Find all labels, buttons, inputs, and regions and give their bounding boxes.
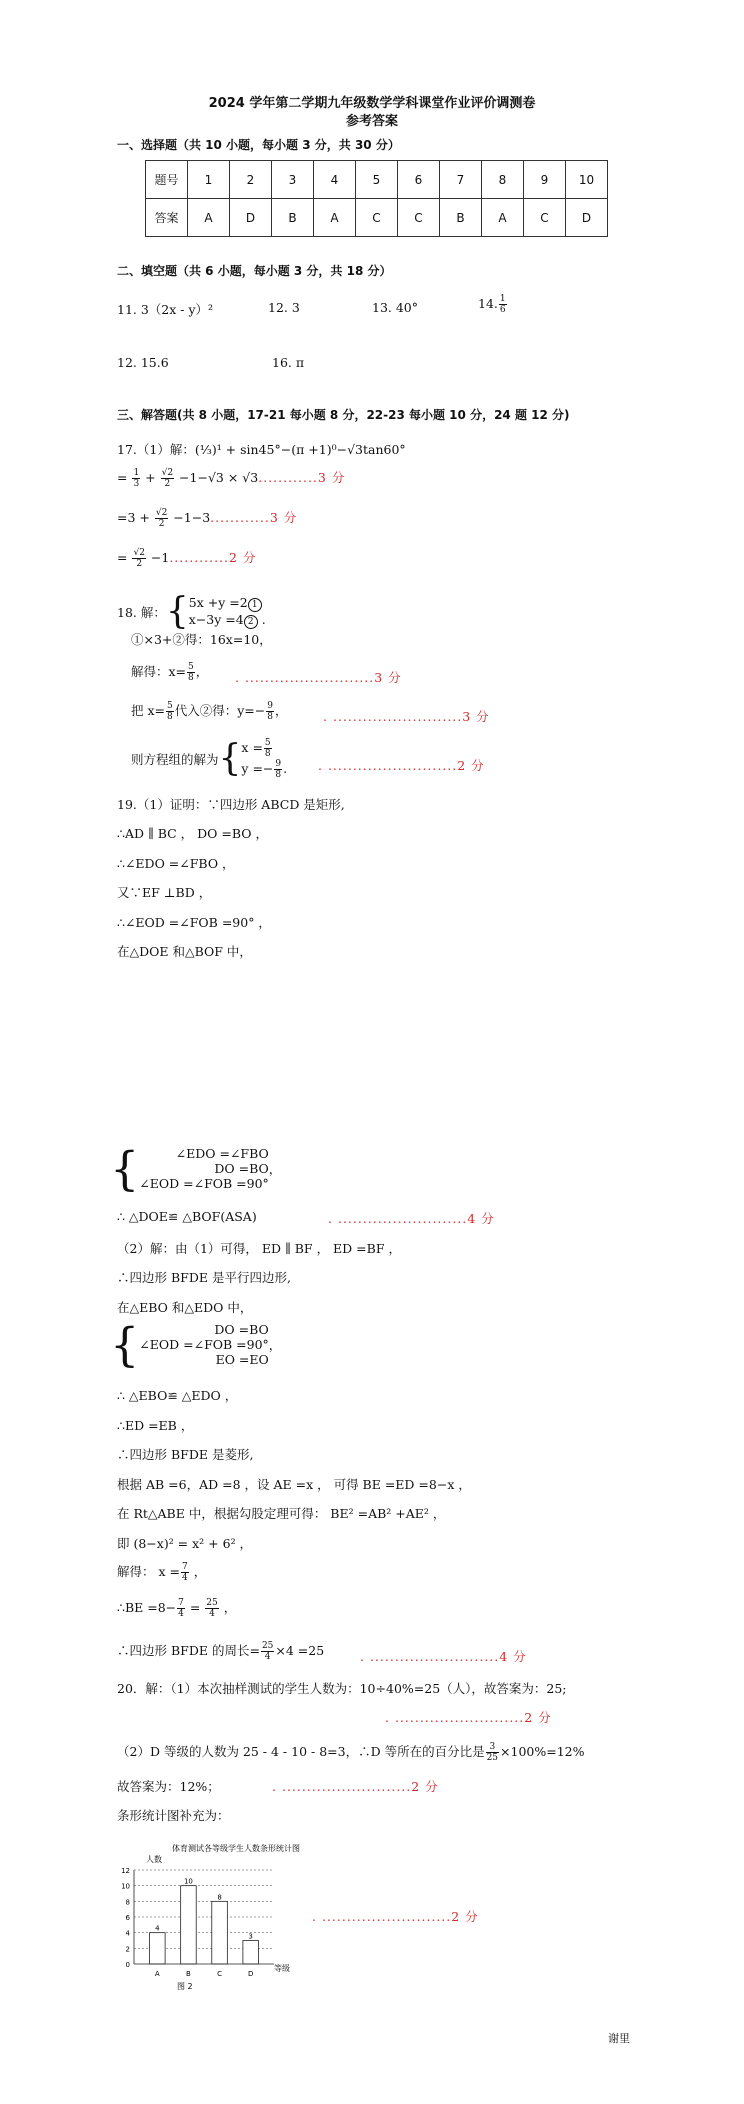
fill-answer-16: 16. π — [272, 355, 305, 370]
brace-symbol: { — [165, 591, 189, 632]
bar-B — [181, 1886, 197, 1964]
table-cell: 2 — [230, 161, 272, 199]
q19-line-1: 19.（1）证明：∵四边形 ABCD 是矩形, — [117, 797, 345, 812]
q19-part2-line-1: （2）解：由（1）可得， ED ∥ BF ， ED =BF ， — [117, 1241, 401, 1256]
table-header-cell: 题号 — [146, 161, 188, 199]
text: ， — [195, 664, 209, 679]
denominator: 4 — [178, 1609, 184, 1619]
table-cell: 9 — [524, 161, 566, 199]
section-choice-heading: 一、选择题（共 10 小题，每小题 3 分，共 30 分） — [117, 138, 400, 152]
denominator: 4 — [181, 1573, 188, 1583]
q18-line-3 — [131, 662, 208, 683]
text: ×100%=12% — [500, 1744, 585, 1759]
text: + — [141, 470, 160, 485]
denominator: 3 — [133, 479, 140, 489]
table-header-cell: 答案 — [146, 199, 188, 237]
text: = — [185, 1600, 205, 1615]
brace-symbol: { — [218, 738, 242, 779]
table-row — [146, 161, 608, 199]
q18-system — [117, 591, 266, 632]
q19-part2-line-12 — [117, 1641, 324, 1662]
text: 解得：x= — [131, 664, 187, 679]
q17-line-2 — [117, 468, 345, 489]
numerator: √2 — [161, 468, 174, 478]
bar-value-label: 4 — [155, 1924, 160, 1933]
table-cell: D — [230, 199, 272, 237]
fraction — [187, 662, 195, 683]
y-tick-label: 8 — [125, 1898, 130, 1907]
text: 代入②得：y=− — [174, 703, 266, 718]
score-mark: ............3 分 — [210, 510, 298, 525]
numerator: √2 — [133, 548, 145, 558]
table-cell: 4 — [314, 161, 356, 199]
numerator: 9 — [267, 701, 273, 711]
denominator: 6 — [499, 305, 506, 315]
q18-score-3: . ..........................2 分 — [318, 758, 485, 773]
q20-score-3: . ..........................2 分 — [312, 1909, 479, 1924]
q19-congruence-system-1 — [110, 1141, 282, 1196]
y-axis-label: 人数 — [146, 1855, 162, 1864]
score-mark: ............2 分 — [169, 550, 257, 565]
text: 把 x= — [131, 703, 165, 718]
bar-value-label: 3 — [248, 1932, 253, 1941]
text: −1−3 — [169, 510, 211, 525]
table-cell: D — [566, 199, 608, 237]
q19-part2-line-8: 在 Rt△ABE 中，根据勾股定理可得： BE² =AB² +AE² ， — [117, 1506, 446, 1521]
q19-part2-line-3: 在△EBO 和△EDO 中， — [117, 1300, 253, 1315]
equation-stack — [189, 595, 266, 629]
denominator: 8 — [167, 712, 173, 722]
text: ， — [189, 1564, 207, 1579]
chart-caption: 图 2 — [177, 1982, 193, 1991]
q19-line-2: ∴AD ∥ BC ， DO =BO ， — [117, 826, 269, 841]
circled-number: 1 — [248, 598, 262, 612]
q19-part2-line-10 — [117, 1562, 206, 1583]
bar-D — [243, 1941, 259, 1965]
circled-number: 2 — [244, 615, 258, 629]
numerator: 1 — [499, 294, 506, 304]
fill-answer-14 — [478, 294, 508, 315]
condition: DO =BO — [214, 1161, 269, 1176]
fill-answer-13: 13. 40° — [372, 300, 419, 315]
page-footer: 谢里 — [608, 2032, 630, 2045]
denominator: 8 — [264, 749, 271, 759]
score-mark: ............3 分 — [258, 470, 346, 485]
table-cell: C — [524, 199, 566, 237]
table-cell: A — [314, 199, 356, 237]
table-cell: B — [272, 199, 314, 237]
q17-line-4 — [117, 548, 256, 569]
text: = — [117, 550, 132, 565]
q19-part2-line-11 — [117, 1598, 236, 1619]
section-solve-heading: 三、解答题(共 8 小题，17-21 每小题 8 分，22-23 每小题 10 分，24 题 12 分) — [117, 408, 570, 422]
q18-score-2: . ..........................3 分 — [323, 709, 490, 724]
table-cell: A — [482, 199, 524, 237]
chart-bars — [150, 1878, 259, 1964]
denominator: 8 — [267, 712, 273, 722]
equation-2: x−3y =4 2 . — [188, 612, 266, 627]
text: y =− — [241, 761, 274, 776]
q19-line-4: 又∵EF ⊥BD ， — [117, 885, 212, 900]
condition-stack — [139, 1146, 269, 1191]
q19-part2-line-5: ∴ED =EB ， — [117, 1418, 194, 1433]
denominator: 2 — [164, 479, 171, 489]
x-tick-label: C — [217, 1970, 223, 1978]
table-cell: B — [440, 199, 482, 237]
x-tick-label: B — [186, 1970, 191, 1978]
numerator: 3 — [486, 1742, 499, 1753]
text: 18. 解： — [117, 605, 166, 620]
x-tick-labels — [155, 1970, 253, 1978]
fraction — [261, 1641, 274, 1662]
fraction — [264, 738, 272, 759]
fraction — [177, 1598, 185, 1619]
denominator: 2 — [136, 559, 143, 569]
q19-line-3: ∴∠EDO =∠FBO ， — [117, 856, 235, 871]
table-cell: A — [188, 199, 230, 237]
q17-line-1: 17.（1）解：(⅓)¹ + sin45°−(π +1)⁰−√3tan60° — [117, 442, 406, 457]
solution-stack — [241, 738, 287, 780]
chart-title: 体育测试各等级学生人数条形统计图 — [172, 1844, 300, 1853]
page-title: 2024 学年第二学期九年级数学学科课堂作业评价调测卷 — [208, 96, 536, 111]
numerator: 25 — [261, 1641, 274, 1651]
q18-line-4 — [131, 701, 288, 722]
bar-A — [150, 1933, 166, 1964]
q19-part2-line-7: 根据 AB =6，AD =8 ，设 AE =x ， 可得 BE =ED =8−x ， — [117, 1477, 471, 1492]
text: −1−√3 × √3 — [175, 470, 259, 485]
fraction — [499, 294, 507, 315]
fill-answer-11: 11. 3（2x - y）² — [117, 302, 214, 317]
numerator: 1 — [133, 468, 140, 478]
brace-symbol: { — [110, 1317, 140, 1372]
q19-line-5: ∴∠EOD =∠FOB =90° ， — [117, 915, 271, 930]
text: ， — [268, 1161, 282, 1177]
q19-score-1: . ..........................4 分 — [328, 1211, 495, 1226]
solution-y: y =− $\frac{9}{8}$ . — [241, 759, 288, 780]
q18-line-5 — [131, 738, 287, 780]
condition: EO =EO — [215, 1352, 269, 1367]
table-cell: 3 — [272, 161, 314, 199]
q17-line-3 — [117, 508, 297, 529]
q19-line-7: ∴ △DOE≌ △BOF(ASA) — [117, 1209, 257, 1224]
condition: ∠EOD =∠FOB =90° — [139, 1337, 269, 1352]
text: 5x +y =2 — [188, 595, 248, 610]
q20-score-1: . ..........................2 分 — [385, 1710, 552, 1725]
text: ， — [274, 703, 288, 718]
q19-part2-line-4: ∴ △EBO≌ △EDO ， — [117, 1388, 238, 1403]
table-cell: 10 — [566, 161, 608, 199]
numerator: 5 — [167, 701, 173, 711]
q19-score-2: . ..........................4 分 — [360, 1649, 527, 1664]
fraction — [132, 548, 145, 569]
text: 解得： x = — [117, 1564, 180, 1579]
q19-part2-line-6: ∴四边形 BFDE 是菱形, — [117, 1447, 254, 1462]
denominator: 2 — [158, 519, 165, 529]
text: = — [117, 470, 132, 485]
denominator: 8 — [275, 770, 282, 780]
fraction — [155, 508, 168, 529]
numerator: 25 — [206, 1598, 218, 1608]
denominator: 4 — [264, 1652, 271, 1662]
fraction — [181, 1562, 189, 1583]
bar-value-label: 10 — [183, 1877, 193, 1886]
condition: ∠EOD =∠FOB =90° — [139, 1176, 269, 1191]
text: x−3y =4 — [188, 612, 244, 627]
numerator: 7 — [178, 1598, 184, 1608]
label-text: 14. — [478, 296, 498, 311]
q20-score-2: . ..........................2 分 — [272, 1779, 439, 1794]
fill-answer-12: 12. 3 — [268, 300, 300, 315]
text: ， — [268, 1337, 282, 1353]
brace-symbol: { — [110, 1141, 140, 1196]
fraction — [132, 468, 140, 489]
table-cell: 8 — [482, 161, 524, 199]
q20-line-2 — [117, 1742, 585, 1763]
text: =3 + — [117, 510, 154, 525]
fraction — [205, 1598, 218, 1619]
text: （2）D 等级的人数为 25 - 4 - 10 - 8=3，∴D 等所在的百分比是 — [117, 1744, 485, 1759]
bar-C — [212, 1901, 228, 1964]
text: −1 — [146, 550, 170, 565]
text: ∴四边形 BFDE 的周长= — [117, 1643, 260, 1658]
fraction — [266, 701, 274, 722]
y-tick-label: 10 — [121, 1882, 130, 1891]
x-axis-label: 等级 — [274, 1964, 290, 1973]
numerator: 7 — [181, 1562, 188, 1572]
q19-part2-line-9: 即 (8−x)² = x² + 6² ， — [117, 1536, 253, 1551]
table-cell: 1 — [188, 161, 230, 199]
condition: DO =BO — [214, 1322, 269, 1337]
numerator: 9 — [275, 759, 282, 769]
fraction — [274, 759, 282, 780]
numerator: √2 — [155, 508, 168, 518]
y-tick-label: 0 — [125, 1961, 130, 1969]
q19-line-6: 在△DOE 和△BOF 中， — [117, 944, 252, 959]
fraction — [486, 1742, 499, 1763]
q18-line-2: ①×3+②得：16x=10， — [131, 632, 272, 647]
table-row — [146, 199, 608, 237]
x-tick-label: A — [154, 1970, 160, 1978]
table-cell: C — [356, 199, 398, 237]
q20-line-4: 条形统计图补充为： — [117, 1808, 230, 1823]
q19-congruence-system-2 — [110, 1317, 282, 1372]
y-tick-labels — [121, 1867, 130, 1969]
section-fill-heading: 二、填空题（共 6 小题，每小题 3 分，共 18 分） — [117, 264, 392, 278]
equation-1 — [189, 595, 266, 612]
numerator: 5 — [188, 662, 194, 672]
q20-line-3: 故答案为：12%； — [117, 1779, 220, 1794]
q18-score-1: . ..........................3 分 — [235, 670, 402, 685]
condition: ∠EDO =∠FBO — [175, 1146, 269, 1161]
text: x = — [241, 740, 263, 755]
y-tick-label: 12 — [121, 1867, 130, 1875]
q19-part2-line-2: ∴四边形 BFDE 是平行四边形, — [117, 1270, 291, 1285]
choice-answer-table — [145, 160, 608, 237]
solution-x — [241, 738, 287, 759]
table-cell: 6 — [398, 161, 440, 199]
condition-stack — [139, 1322, 269, 1367]
q20-line-1: 20．解：（1）本次抽样测试的学生人数为：10÷40%=25（人），故答案为：25; — [117, 1681, 567, 1696]
text: ， — [219, 1600, 237, 1615]
denominator: 8 — [188, 673, 194, 683]
x-tick-label: D — [247, 1970, 254, 1978]
y-tick-label: 4 — [125, 1929, 130, 1938]
text: 则方程组的解为 — [131, 752, 219, 767]
text: ∴BE =8− — [117, 1600, 177, 1615]
page-subtitle: 参考答案 — [345, 114, 398, 129]
denominator: 25 — [486, 1753, 499, 1763]
fraction — [166, 701, 174, 722]
table-cell: C — [398, 199, 440, 237]
grade-bar-chart — [112, 1840, 332, 1995]
text: ×4 =25 — [275, 1643, 325, 1658]
numerator: 5 — [264, 738, 271, 748]
bar-value-label: 8 — [217, 1893, 222, 1902]
table-cell: 7 — [440, 161, 482, 199]
table-cell: 5 — [356, 161, 398, 199]
y-tick-label: 2 — [125, 1945, 130, 1954]
fill-answer-15: 12. 15.6 — [117, 355, 169, 370]
fraction — [161, 468, 174, 489]
denominator: 4 — [209, 1609, 215, 1619]
y-tick-label: 6 — [125, 1914, 130, 1922]
